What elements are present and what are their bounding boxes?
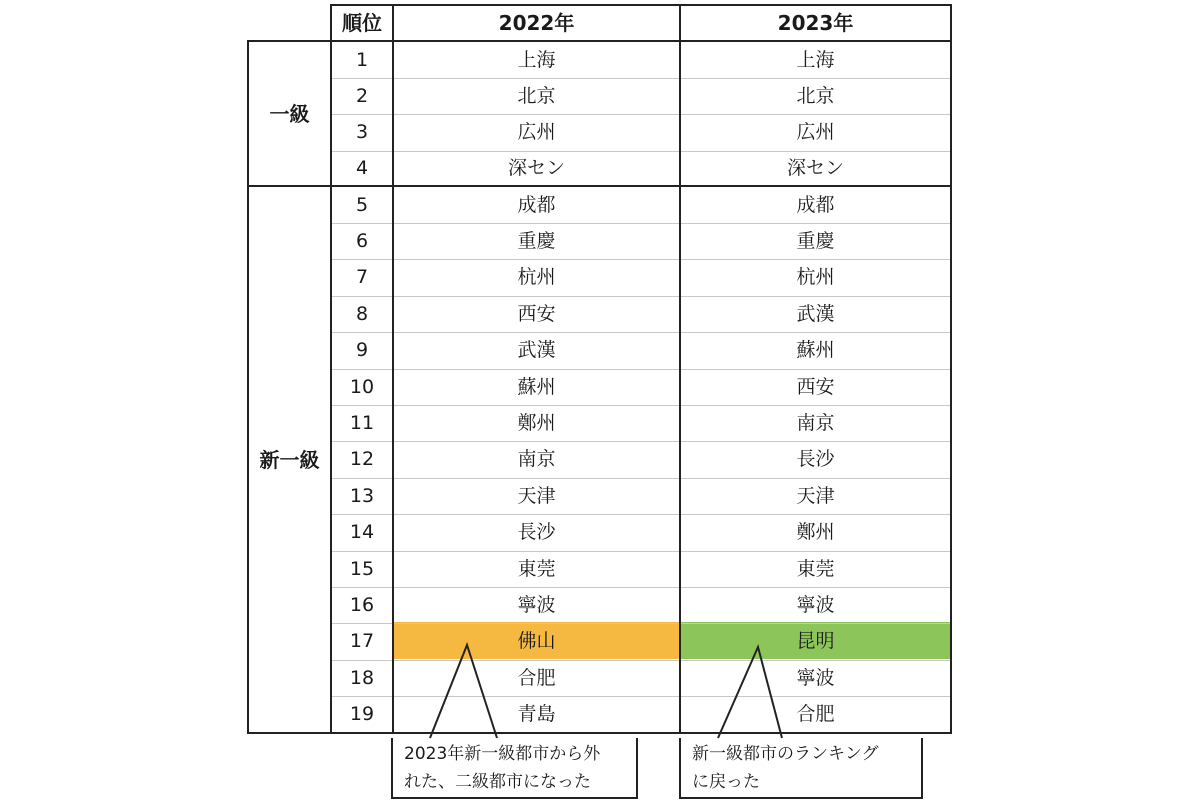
- city-2022-cell: 佛山: [517, 630, 556, 653]
- city-2022-cell: 青島: [517, 703, 556, 726]
- city-2022-cell: 蘇州: [517, 375, 556, 398]
- city-2022-cell: 天津: [517, 484, 556, 507]
- city-2023-cell: 上海: [796, 48, 835, 71]
- city-2023-cell: 長沙: [796, 448, 835, 471]
- city-2023-cell: 昆明: [796, 630, 835, 653]
- city-2023-cell: 重慶: [796, 229, 835, 252]
- callout-note-right: [682, 736, 922, 798]
- city-2022-cell: 東莞: [517, 557, 556, 580]
- rank-cell: 3: [355, 121, 369, 143]
- rank-cell: 5: [355, 193, 369, 216]
- city-2022-cell: 南京: [517, 448, 556, 471]
- city-2022-cell: 武漢: [517, 339, 556, 362]
- city-2023-cell: 西安: [796, 375, 835, 398]
- rank-cell: 8: [355, 302, 369, 325]
- city-2023-cell: 南京: [796, 411, 835, 434]
- rank-cell: 2: [355, 84, 369, 107]
- city-2022-cell: 鄭州: [517, 411, 556, 434]
- rank-cell: 1: [355, 48, 369, 71]
- callout-note-left: [394, 736, 636, 798]
- callout-note-right-line2: に戻った: [692, 772, 760, 792]
- city-2022-cell: 上海: [517, 48, 556, 71]
- rank-cell: 11: [349, 411, 375, 434]
- city-2022-cell: 西安: [517, 302, 556, 325]
- city-2023-cell: 杭州: [796, 266, 835, 289]
- group-label-tier1: 一級: [269, 101, 310, 126]
- callout-note-left-line2: れた、二級都市になった: [404, 772, 591, 792]
- city-2022-cell: 北京: [517, 84, 556, 107]
- city-2023-cell: 成都: [796, 193, 835, 216]
- group-label-new-tier1: 新一級: [259, 447, 320, 472]
- rank-cell: 17: [349, 630, 375, 653]
- rank-cell: 16: [349, 593, 375, 616]
- city-2023-cell: 深セン: [786, 157, 844, 180]
- callout-note-right-line1: 新一級都市のランキング: [692, 744, 879, 764]
- city-2022-cell: 成都: [517, 193, 556, 216]
- rank-cell: 4: [355, 157, 369, 180]
- city-2022-cell: 寧波: [517, 593, 556, 616]
- callout-pointer-right: [718, 647, 782, 738]
- city-2023-cell: 広州: [796, 121, 835, 143]
- city-2022-cell: 重慶: [517, 229, 556, 252]
- rank-cell: 10: [349, 375, 375, 398]
- header-2023: 2023年: [777, 11, 854, 35]
- city-2022-cell: 合肥: [517, 666, 556, 689]
- rank-cell: 19: [349, 703, 375, 726]
- callout-note-left-line1: 2023年新一級都市から外: [404, 744, 601, 764]
- rank-cell: 13: [349, 484, 375, 507]
- callout-pointer-left: [430, 645, 497, 738]
- rank-cell: 14: [349, 521, 375, 544]
- rank-cell: 12: [349, 448, 375, 471]
- city-2023-cell: 天津: [796, 484, 835, 507]
- header-rank: 順位: [342, 11, 382, 35]
- city-2022-cell: 広州: [517, 121, 556, 143]
- rank-cell: 9: [355, 339, 369, 362]
- city-2023-cell: 蘇州: [796, 339, 835, 362]
- city-2023-cell: 鄭州: [796, 521, 835, 544]
- city-2023-cell: 北京: [796, 84, 835, 107]
- city-2022-cell: 長沙: [517, 521, 556, 544]
- rank-cell: 15: [349, 557, 375, 580]
- city-2023-cell: 合肥: [796, 703, 835, 726]
- city-2023-cell: 寧波: [796, 593, 835, 616]
- header-2022: 2022年: [498, 11, 575, 35]
- rank-cell: 18: [349, 666, 375, 689]
- city-2022-cell: 杭州: [517, 266, 556, 289]
- city-2022-cell: 深セン: [507, 157, 565, 180]
- city-2023-cell: 武漢: [796, 302, 835, 325]
- rank-cell: 6: [355, 229, 369, 252]
- rank-cell: 7: [355, 266, 369, 289]
- city-2023-cell: 寧波: [796, 666, 835, 689]
- city-2023-cell: 東莞: [796, 557, 835, 580]
